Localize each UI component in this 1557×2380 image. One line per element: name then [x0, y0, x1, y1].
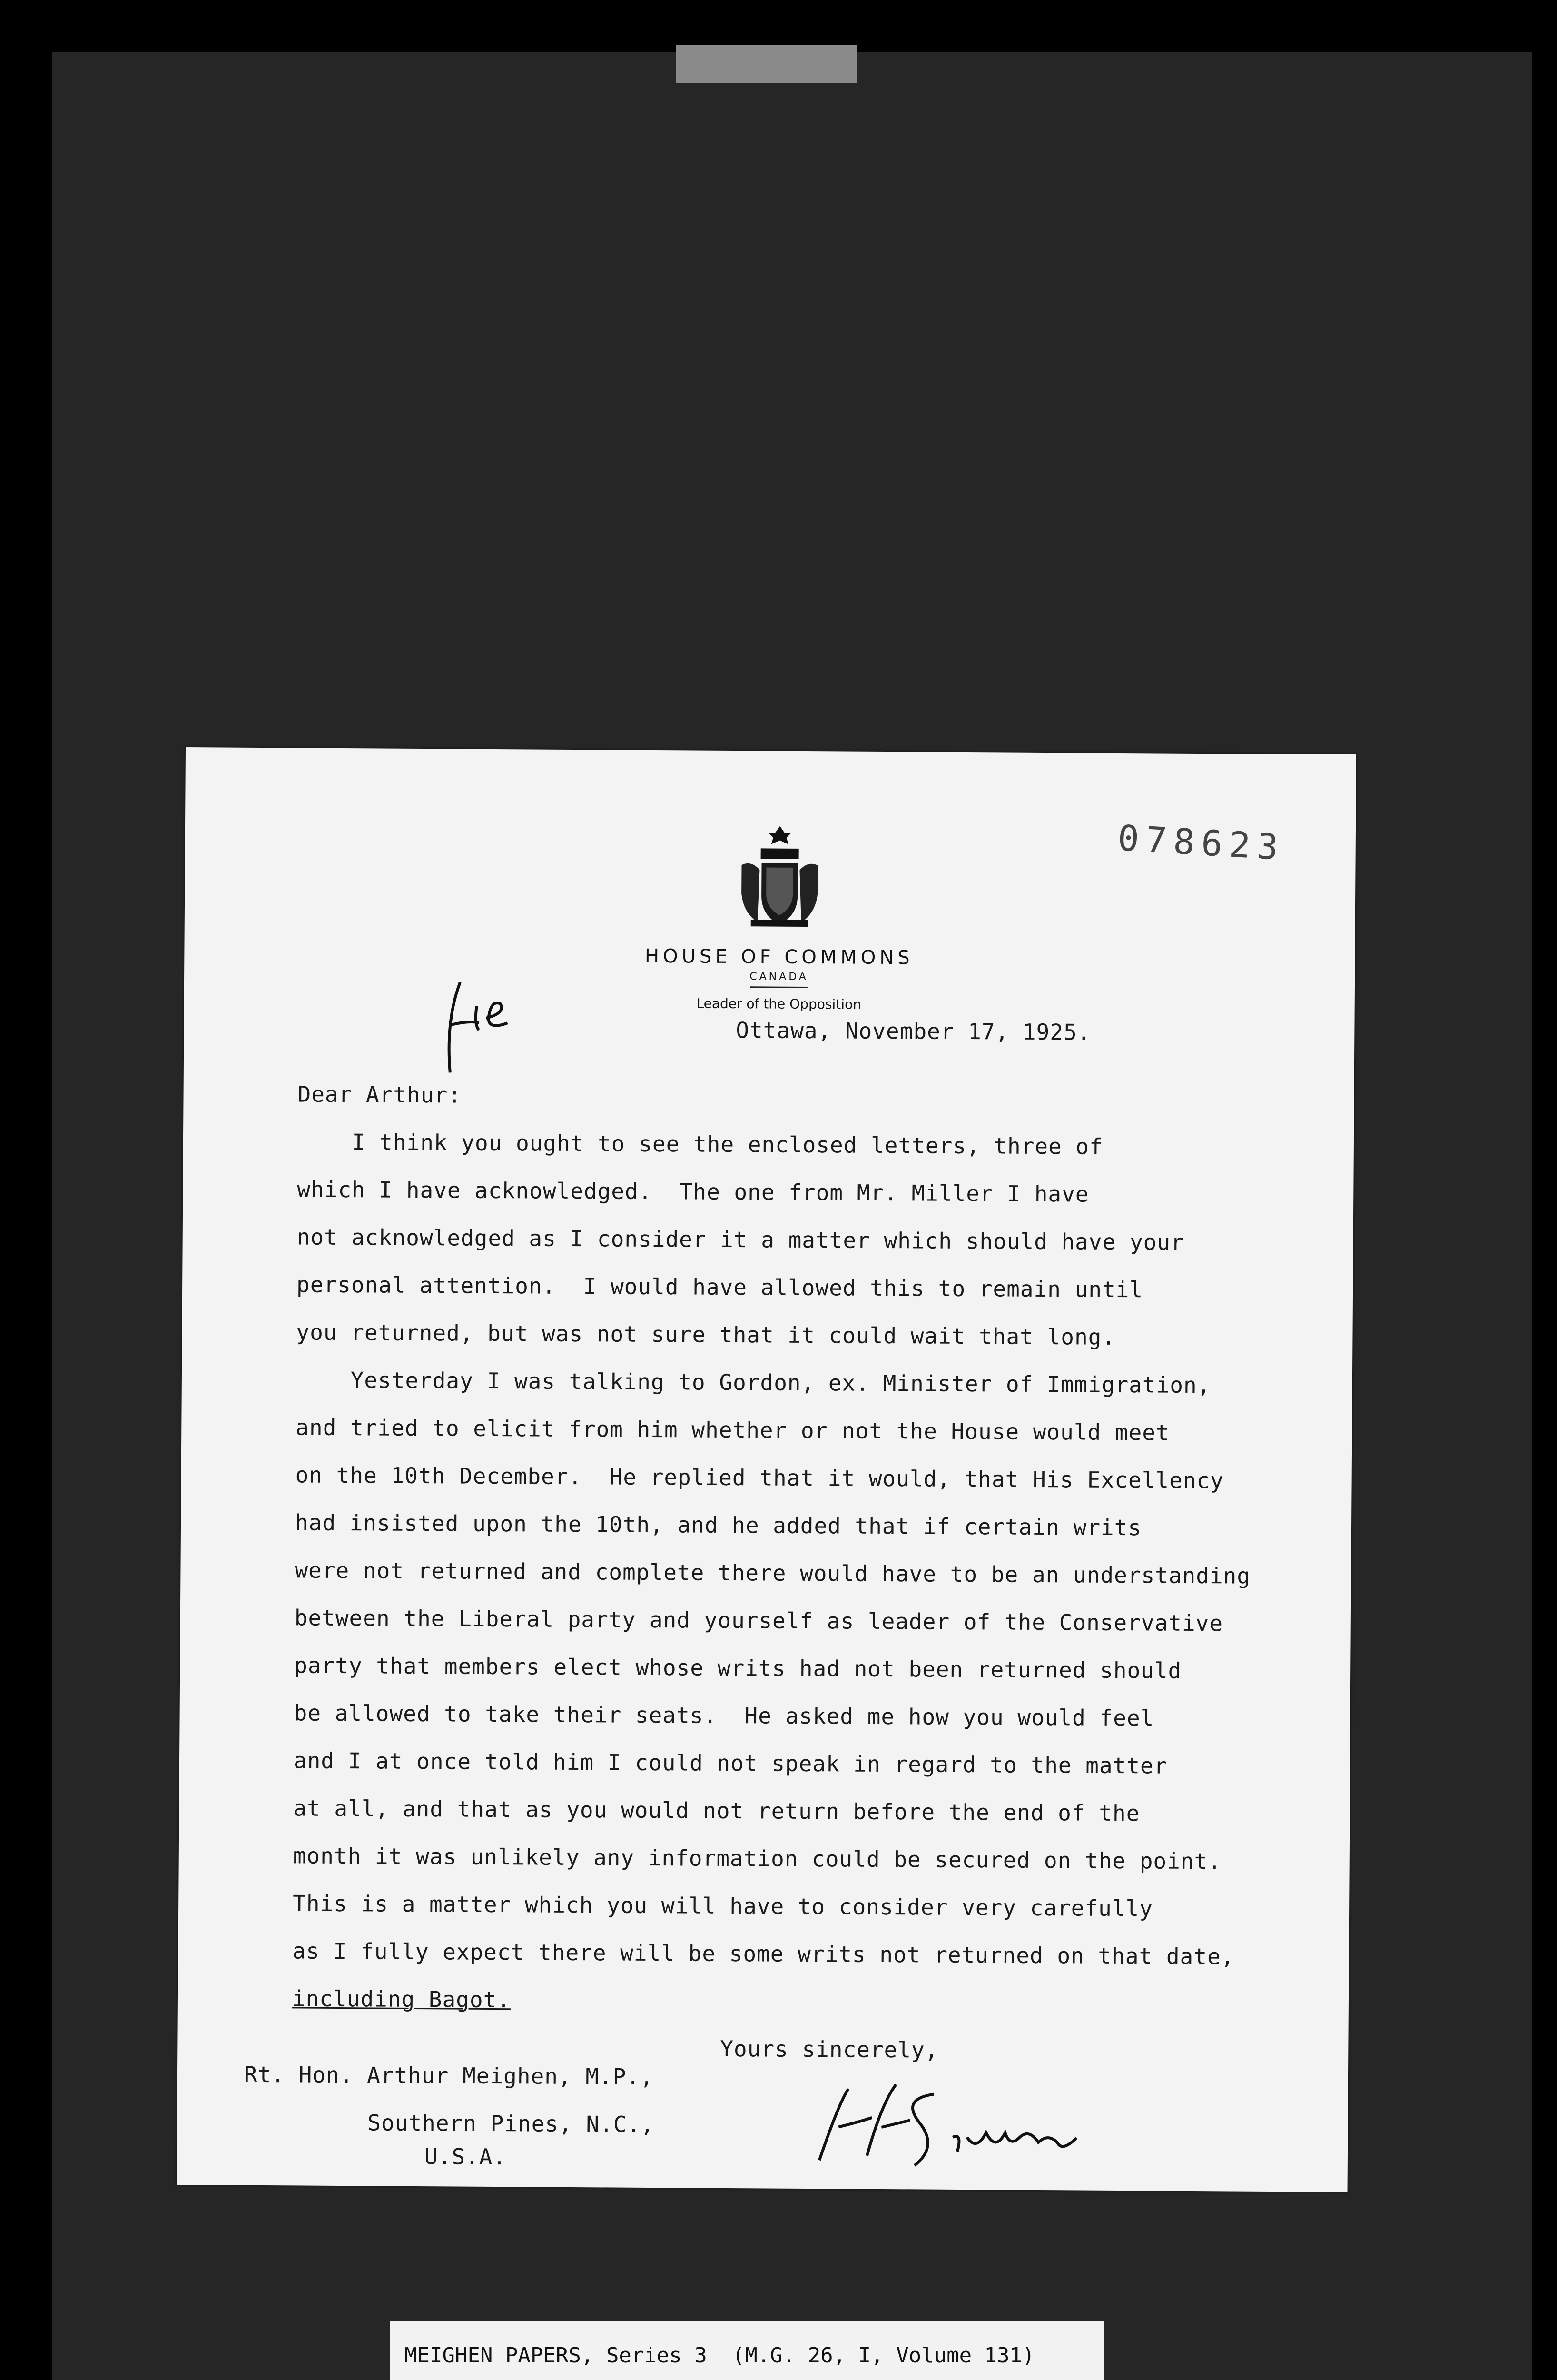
addressee-line: U.S.A. [424, 2143, 507, 2170]
body-line: I think you ought to see the enclosed letters, three of [297, 1129, 1104, 1160]
body-line: between the Liberal party and yourself as leader of the Conservative [294, 1605, 1223, 1636]
signature [810, 2074, 1134, 2181]
body-line: not acknowledged as I consider it a matter which should have your [296, 1224, 1184, 1255]
body-line: be allowed to take their seats. He asked me how you would feel [294, 1700, 1154, 1731]
addressee-line: Rt. Hon. Arthur Meighen, M.P., [244, 2061, 654, 2090]
body-line: as I fully expect there will be some writs not returned on that date, [292, 1938, 1235, 1970]
letterhead-house: HOUSE OF COMMONS [644, 945, 914, 969]
document-number-stamp: 078623 [1116, 817, 1286, 869]
coat-of-arms-icon [732, 822, 828, 932]
body-line: party that members elect whose writs had not been returned should [294, 1652, 1182, 1684]
body-line: at all, and that as you would not return before the end of the [293, 1795, 1140, 1826]
body-last-line: including Bagot. [292, 1985, 511, 2013]
tape-strip [676, 45, 857, 83]
addressee-line: Southern Pines, N.C., [367, 2110, 655, 2138]
body-line: and tried to elicit from him whether or not the House would meet [296, 1414, 1170, 1446]
body-line: had insisted upon the 10th, and he added that if certain writs [295, 1509, 1142, 1541]
salutation: Dear Arthur: [297, 1081, 462, 1108]
letterhead-office: Leader of the Opposition [696, 995, 862, 1012]
letterhead-rule [750, 986, 808, 988]
body-line: This is a matter which you will have to consider very carefully [293, 1890, 1153, 1922]
archive-reference-text: MEIGHEN PAPERS, Series 3 (M.G. 26, I, Volume 131) [404, 2343, 1035, 2368]
archive-reference-label [390, 2320, 1104, 2380]
body-line: month it was unlikely any information could be secured on the point. [293, 1843, 1222, 1874]
body-line: which I have acknowledged. The one from Mr. Miller I have [297, 1176, 1089, 1207]
body-line: Yesterday I was talking to Gordon, ex. Minister of Immigration, [296, 1367, 1211, 1398]
body-line: personal attention. I would have allowed this to remain until [296, 1271, 1143, 1303]
body-line: on the 10th December. He replied that it would, that His Excellency [295, 1462, 1224, 1494]
date-line: Ottawa, November 17, 1925. [736, 1017, 1091, 1045]
letter-page [177, 747, 1356, 2192]
body-line: were not returned and complete there would have to be an understanding [295, 1557, 1251, 1589]
handwritten-file-note [431, 972, 517, 1082]
closing: Yours sincerely, [720, 2035, 939, 2063]
letterhead-country: CANADA [749, 971, 808, 983]
body-line: and I at once told him I could not speak in regard to the matter [293, 1747, 1168, 1779]
body-line: you returned, but was not sure that it could wait that long. [296, 1319, 1116, 1350]
